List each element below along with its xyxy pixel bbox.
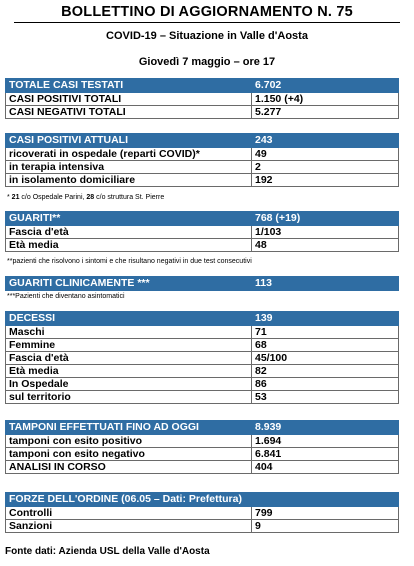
header-value: 6.702 [252,79,399,93]
header-value: 8.939 [252,421,399,435]
footnote-guariti-clinicamente: ***Pazienti che diventano asintomatici [7,293,125,300]
table-row [6,148,399,161]
table-row [6,106,399,119]
row-value: 53 [252,391,399,404]
header-label: DECESSI [6,312,252,326]
footnote-ricoverati: * 21 c/o Ospedale Parini, 28 c/o struttura St. Pierre [7,194,165,201]
row-value: 2 [252,161,399,174]
row-label: Maschi [6,326,252,339]
row-value: 192 [252,174,399,187]
header-label: TOTALE CASI TESTATI [6,79,252,93]
row-value: 71 [252,326,399,339]
header-value [252,493,399,507]
header-value: 139 [252,312,399,326]
row-value: 86 [252,378,399,391]
row-value: 404 [252,461,399,474]
table-guariti [5,211,399,252]
table-row [6,352,399,365]
row-label: Fascia d'età [6,352,252,365]
row-value: 799 [252,507,399,520]
table-row [6,326,399,339]
row-value: 49 [252,148,399,161]
header-label: CASI POSITIVI ATTUALI [6,134,252,148]
row-label: sul territorio [6,391,252,404]
bulletin-subtitle: COVID-19 – Situazione in Valle d'Aosta [106,30,308,42]
bulletin-date: Giovedì 7 maggio – ore 17 [138,56,276,68]
header-label: FORZE DELL'ORDINE (06.05 – Dati: Prefettura) [6,493,252,507]
row-value: 1/103 [252,226,399,239]
table-guariti-clinicamente [5,276,399,291]
row-label: CASI NEGATIVI TOTALI [6,106,252,119]
row-label: in terapia intensiva [6,161,252,174]
table-row [6,226,399,239]
table-row [6,520,399,533]
row-value: 1.694 [252,435,399,448]
row-value: 68 [252,339,399,352]
row-label: Femmine [6,339,252,352]
table-row [6,378,399,391]
header-value: 113 [252,277,399,291]
table-row [6,174,399,187]
row-value: 1.150 (+4) [252,93,399,106]
row-value: 6.841 [252,448,399,461]
table-row [6,239,399,252]
header-label: GUARITI CLINICAMENTE *** [6,277,252,291]
table-casi-positivi-attuali [5,133,399,187]
row-label: ANALISI IN CORSO [6,461,252,474]
row-label: in isolamento domiciliare [6,174,252,187]
table-row [6,161,399,174]
row-label: tamponi con esito positivo [6,435,252,448]
row-value: 5.277 [252,106,399,119]
table-row [6,435,399,448]
row-label: Sanzioni [6,520,252,533]
table-row [6,339,399,352]
data-source: Fonte dati: Azienda USL della Valle d'Aosta [5,546,210,557]
table-row [6,93,399,106]
row-label: Età media [6,239,252,252]
row-label: In Ospedale [6,378,252,391]
header-value: 243 [252,134,399,148]
table-forze-ordine [5,492,399,533]
table-header-row [6,493,399,507]
table-row [6,461,399,474]
row-label: Età media [6,365,252,378]
row-value: 9 [252,520,399,533]
table-header-row [6,312,399,326]
header-value: 768 (+19) [252,212,399,226]
table-header-row [6,277,399,291]
row-label: Controlli [6,507,252,520]
row-value: 82 [252,365,399,378]
row-label: tamponi con esito negativo [6,448,252,461]
row-value: 48 [252,239,399,252]
table-header-row [6,212,399,226]
footnote-guariti: **pazienti che risolvono i sintomi e che risultano negativi in due test consecutivi [7,258,252,265]
row-value: 45/100 [252,352,399,365]
table-row [6,507,399,520]
bulletin-title: BOLLETTINO DI AGGIORNAMENTO N. 75 [61,4,353,20]
table-header-row [6,421,399,435]
table-casi-testati [5,78,399,119]
table-decessi [5,311,399,404]
row-label: ricoverati in ospedale (reparti COVID)* [6,148,252,161]
table-row [6,448,399,461]
table-row [6,365,399,378]
header-label: TAMPONI EFFETTUATI FINO AD OGGI [6,421,252,435]
row-label: Fascia d'età [6,226,252,239]
header-label: GUARITI** [6,212,252,226]
table-tamponi [5,420,399,474]
row-label: CASI POSITIVI TOTALI [6,93,252,106]
title-underline [14,22,400,23]
table-header-row [6,79,399,93]
table-header-row [6,134,399,148]
table-row [6,391,399,404]
